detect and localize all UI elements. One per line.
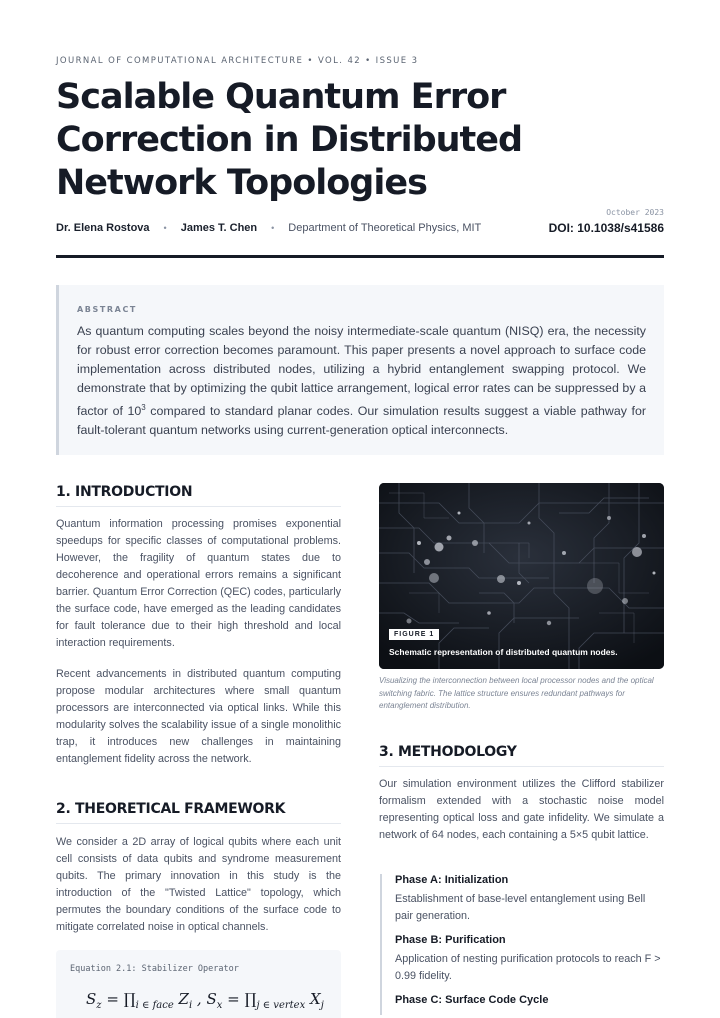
intro-paragraph-1: Quantum information processing promises exponential speedups for specific classes of computational problems. However, the fragility of quantum states due to decoherence and operational errors remains a significant barrier. Quantum Error Correction (QEC) codes, particularly the surface code, have emerged as the leading candidates for fault tolerance due to their high threshold and local interaction requirements. — [56, 518, 341, 649]
phase-list — [380, 874, 664, 1015]
section-divider — [56, 506, 341, 507]
author-2[interactable]: James T. Chen — [180, 222, 258, 234]
author-1[interactable]: Dr. Elena Rostova — [56, 222, 150, 234]
figure-1-image[interactable] — [379, 483, 664, 669]
intro-paragraph-2: Recent advancements in distributed quantum computing propose modular architectures where small quantum processors are interconnected via optical links. While this modularity solves the scalability issue of a single monolithic trap, it introduces new challenges in maintaining entanglement fidelity across the network. — [56, 668, 341, 765]
phase-description: Application of nesting purification protocols to reach F > 0.99 fidelity. — [395, 953, 661, 982]
journal-header: JOURNAL OF COMPUTATIONAL ARCHITECTURE • VOL. 42 • ISSUE 3 — [56, 56, 419, 66]
abstract-text: As quantum computing scales beyond the noisy intermediate-scale quantum (NISQ) era, the necessity for robust error correction becomes paramount. This paper presents a novel approach to surface code implementation across distributed nodes, utilizing a hybrid entanglement swapping protocol. We demonstrate that by optimizing the qubit lattice arrangement, logical error rates can be suppressed by a factor of $10^3$ compared to standard planar codes. Our simulation results suggest a viable pathway for fault-tolerant quantum networks using current-generation optical interconnects. — [77, 324, 646, 438]
methodology-paragraph-1: Our simulation environment utilizes the Clifford stabilizer formalism extended with a stochastic noise model representing optical loss and gate infidelity. We simulate a network of 64 nodes, each containing a 5×5 qubit lattice. — [379, 778, 664, 841]
separator-dot: • — [163, 223, 167, 233]
section-divider — [379, 766, 664, 767]
circuit-network-illustration — [379, 483, 664, 669]
figure-tag: FIGURE 1 — [389, 629, 439, 640]
separator-dot: • — [271, 223, 275, 233]
section-heading-methodology: 3. METHODOLOGY — [379, 744, 517, 760]
equation-label: Equation 2.1: Stabilizer Operator — [70, 964, 239, 974]
phase-title: Phase B: Purification — [395, 934, 506, 946]
abstract-label: ABSTRACT — [77, 305, 137, 314]
header-rule — [56, 255, 664, 258]
section-divider — [56, 823, 341, 824]
department: Department of Theoretical Physics, MIT — [288, 222, 482, 234]
equation-formula: $S_z$ = $\prod_{i \in face}$ $Z_i$ , $S_x$ = $\prod_{j \in vertex}$ $X_j$ — [86, 990, 324, 1011]
author-line — [56, 222, 481, 234]
phase-description: Establishment of base-level entanglement using Bell pair generation. — [395, 893, 646, 922]
theory-paragraph-1: We consider a 2D array of logical qubits where each unit cell consists of data qubits and syndrome measurement qubits. The primary innovation in this study is the introduction of the "Twisted Lattice" topology, which permutes the boundary conditions of the surface code to mitigate correlated noise in optical channels. — [56, 836, 341, 933]
phase-item — [395, 994, 664, 1006]
section-heading-introduction: 1. INTRODUCTION — [56, 484, 193, 500]
paper-title: Scalable Quantum Error Correction in Distributed Network Topologies — [56, 77, 523, 203]
publication-date: October 2023 — [606, 208, 664, 217]
equation-box — [56, 950, 341, 1018]
phase-title: Phase A: Initialization — [395, 874, 509, 886]
figure-note: Visualizing the interconnection between local processor nodes and the optical switching fabric. The lattice structure ensures redundant pathways for entanglement distribution. — [379, 676, 654, 710]
phase-title: Phase C: Surface Code Cycle — [395, 994, 549, 1006]
section-heading-theoretical-framework: 2. THEORETICAL FRAMEWORK — [56, 801, 286, 817]
phase-item — [395, 934, 664, 985]
phase-item — [395, 874, 664, 925]
doi-link[interactable]: DOI: 10.1038/s41586 — [548, 221, 664, 235]
figure-caption: Schematic representation of distributed quantum nodes. — [389, 647, 618, 657]
abstract-box — [56, 285, 664, 455]
